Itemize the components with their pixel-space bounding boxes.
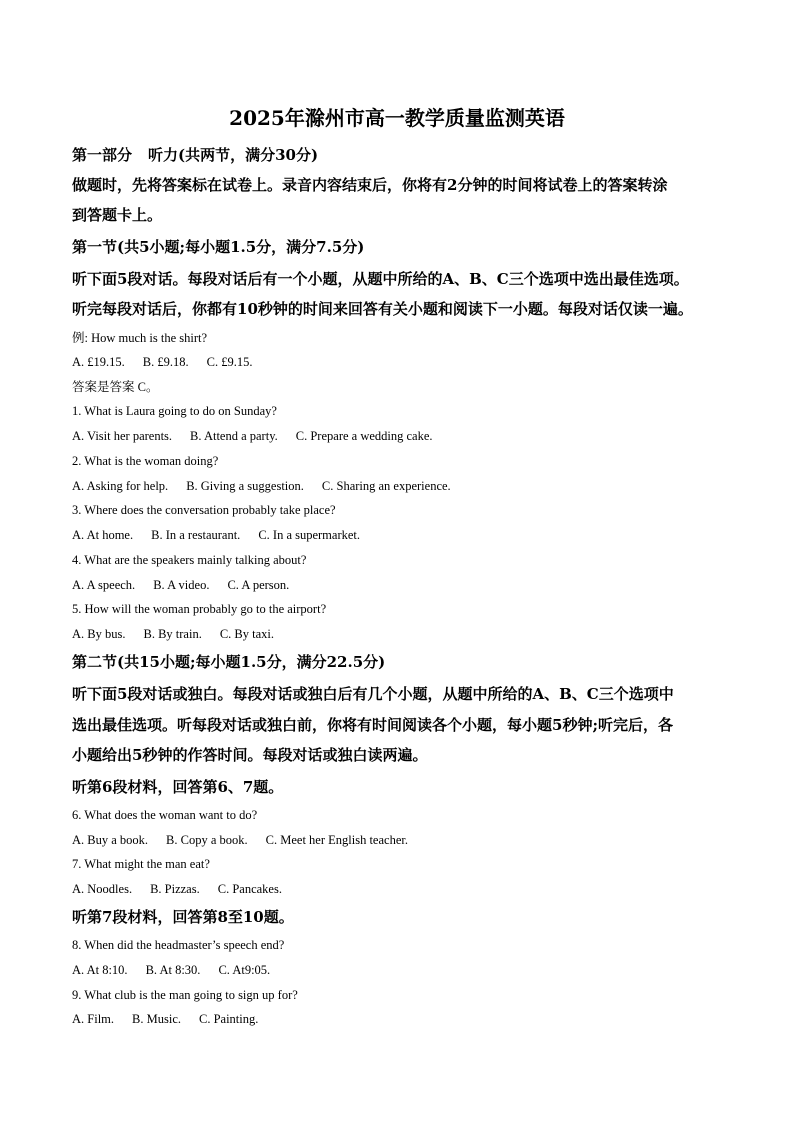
- option: C. Prepare a wedding cake.: [295, 429, 433, 443]
- option: A. Film.: [72, 1012, 115, 1026]
- option: A. A speech.: [72, 578, 136, 592]
- option: C. Pancakes.: [217, 882, 282, 896]
- option: A. Noodles.: [72, 882, 133, 896]
- option: B. Pizzas.: [150, 882, 200, 896]
- question-options: [72, 477, 451, 495]
- option: B. Giving a suggestion.: [186, 479, 304, 493]
- question-text: 7. What might the man eat?: [72, 857, 210, 871]
- question-options: [72, 625, 274, 643]
- option: C. Painting.: [199, 1012, 259, 1026]
- section1-instruction-line-2: 听完每段对话后，你都有10秒钟的时间来回答有关小题和阅读下一小题。每段对话仅读一遍。: [72, 300, 693, 318]
- option: B. Copy a book.: [166, 833, 248, 847]
- option: B. Attend a party.: [190, 429, 278, 443]
- option: C. Meet her English teacher.: [265, 833, 408, 847]
- section2-heading: 第二节(共15小题;每小题1.5分，满分22.5分): [72, 653, 386, 671]
- section1-heading: 第一节(共5小题;每小题1.5分，满分7.5分): [72, 238, 365, 256]
- material-7-heading: 听第7段材料，回答第8至10题。: [72, 908, 294, 926]
- section2-instruction-line-3: 小题给出5秒钟的作答时间。每段对话或独白读两遍。: [72, 746, 428, 764]
- part1-intro-line-2: 到答题卡上。: [72, 206, 163, 224]
- example-options: [72, 353, 252, 371]
- question-text: 8. When did the headmaster’s speech end?: [72, 938, 285, 952]
- question-options: [72, 576, 289, 594]
- question-options: [72, 427, 433, 445]
- section2-instruction-line-2: 选出最佳选项。听每段对话或独白前，你将有时间阅读各个小题，每小题5秒钟;听完后，各: [72, 716, 673, 734]
- example-answer: 答案是答案 C。: [72, 380, 159, 394]
- option: C. £9.15.: [206, 355, 253, 369]
- option: B. £9.18.: [142, 355, 189, 369]
- question-text: 6. What does the woman want to do?: [72, 808, 258, 822]
- section1-instruction-line-1: 听下面5段对话。每段对话后有一个小题，从题中所给的A、B、C三个选项中选出最佳选项。: [72, 270, 689, 288]
- option: C. Sharing an experience.: [321, 479, 451, 493]
- question-text: 9. What club is the man going to sign up for?: [72, 988, 298, 1002]
- option: A. At 8:10.: [72, 963, 128, 977]
- question-text: 4. What are the speakers mainly talking about?: [72, 553, 307, 567]
- question-text: 2. What is the woman doing?: [72, 454, 219, 468]
- option: B. In a restaurant.: [151, 528, 241, 542]
- option: A. Visit her parents.: [72, 429, 173, 443]
- option: B. At 8:30.: [145, 963, 201, 977]
- question-text: 5. How will the woman probably go to the airport?: [72, 602, 327, 616]
- option: C. In a supermarket.: [258, 528, 361, 542]
- option: A. By bus.: [72, 627, 126, 641]
- part1-intro-line-1: 做题时，先将答案标在试卷上。录音内容结束后，你将有2分钟的时间将试卷上的答案转涂: [72, 176, 668, 194]
- option: A. At home.: [72, 528, 134, 542]
- question-options: [72, 880, 282, 898]
- question-text: 1. What is Laura going to do on Sunday?: [72, 404, 277, 418]
- option: B. Music.: [132, 1012, 181, 1026]
- option: B. A video.: [153, 578, 210, 592]
- option: A. Buy a book.: [72, 833, 149, 847]
- part1-heading-label: 第一部分: [72, 146, 133, 164]
- option: A. Asking for help.: [72, 479, 169, 493]
- option: C. At9:05.: [218, 963, 271, 977]
- option: A. £19.15.: [72, 355, 125, 369]
- section2-instruction-line-1: 听下面5段对话或独白。每段对话或独白后有几个小题，从题中所给的A、B、C三个选项中: [72, 685, 674, 703]
- example-question: 例: How much is the shirt?: [72, 331, 208, 345]
- option: C. A person.: [227, 578, 290, 592]
- question-options: [72, 831, 408, 849]
- question-options: [72, 526, 360, 544]
- option: B. By train.: [143, 627, 202, 641]
- question-options: [72, 961, 270, 979]
- part1-heading-detail: 听力(共两节，满分30分): [148, 146, 319, 164]
- question-options: [72, 1010, 258, 1028]
- page-title: 2025年滁州市高一教学质量监测英语: [229, 106, 565, 130]
- option: C. By taxi.: [219, 627, 274, 641]
- question-text: 3. Where does the conversation probably take place?: [72, 503, 336, 517]
- material-6-heading: 听第6段材料，回答第6、7题。: [72, 778, 284, 796]
- part1-heading: [72, 144, 318, 166]
